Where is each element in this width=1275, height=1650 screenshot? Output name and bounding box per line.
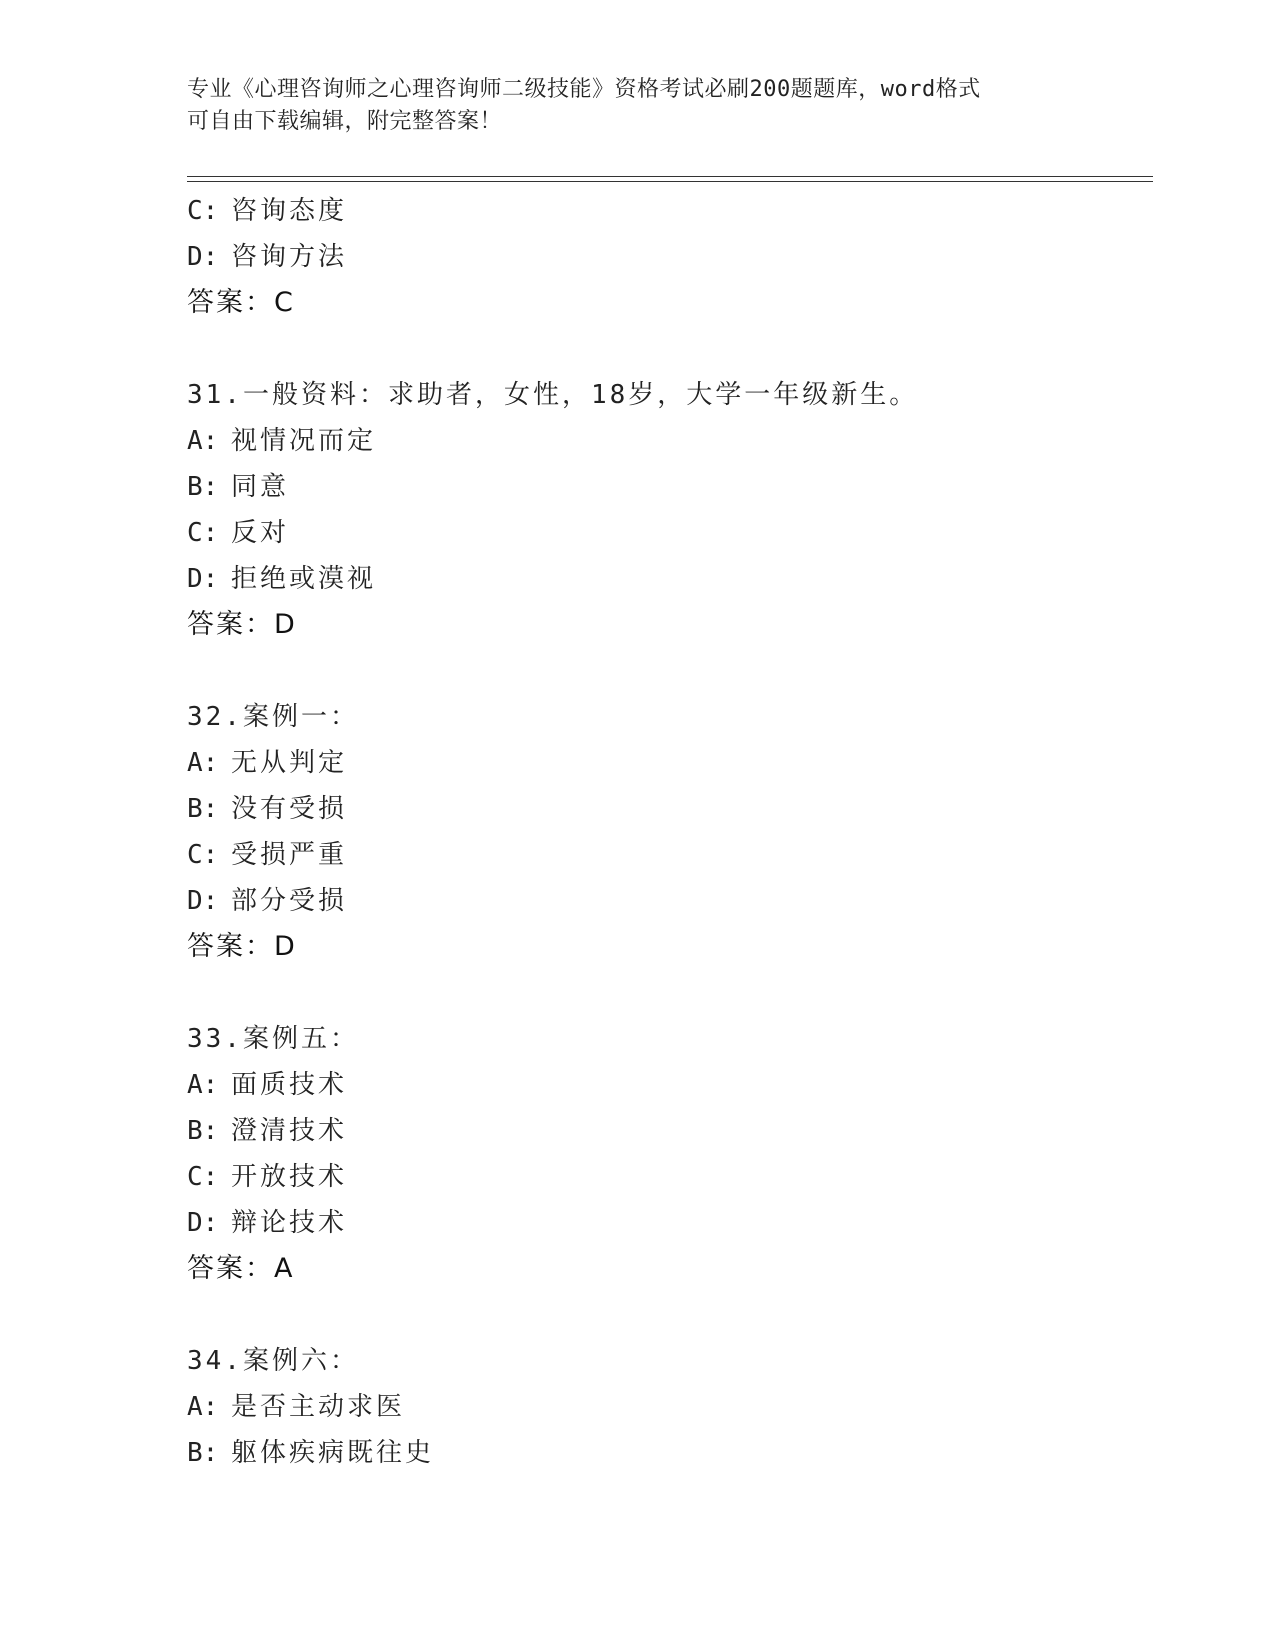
option-text: 反对 — [231, 518, 290, 548]
answer-line: 答案：A — [187, 1253, 295, 1284]
option-text: 面质技术 — [231, 1070, 348, 1100]
option-row — [187, 1430, 1153, 1476]
option-key: D: — [187, 886, 219, 916]
document-header — [187, 74, 1087, 138]
option-row — [187, 1200, 1153, 1246]
option-row — [187, 234, 1153, 280]
option-row — [187, 556, 1153, 602]
header-divider-top — [187, 176, 1153, 177]
option-text: 咨询态度 — [231, 196, 348, 226]
option-text: 视情况而定 — [231, 426, 377, 456]
option-key: A: — [187, 1392, 219, 1422]
answer-line: 答案：C — [187, 287, 295, 318]
option-key: A: — [187, 426, 219, 456]
option-row — [187, 832, 1153, 878]
option-text: 拒绝或漠视 — [231, 564, 377, 594]
option-key: C: — [187, 840, 219, 870]
option-key: C: — [187, 196, 219, 226]
question-title: 32.案例一： — [187, 702, 359, 732]
option-row — [187, 1108, 1153, 1154]
option-text: 没有受损 — [231, 794, 348, 824]
option-key: B: — [187, 794, 219, 824]
option-row — [187, 1062, 1153, 1108]
option-key: D: — [187, 1208, 219, 1238]
option-text: 同意 — [231, 472, 290, 502]
header-line-1: 专业《心理咨询师之心理咨询师二级技能》资格考试必刷200题题库，word格式 — [187, 77, 981, 102]
option-text: 开放技术 — [231, 1162, 348, 1192]
question-title: 31.一般资料：求助者，女性，18岁，大学一年级新生。 — [187, 380, 919, 410]
option-row — [187, 1384, 1153, 1430]
option-row — [187, 188, 1153, 234]
option-text: 受损严重 — [231, 840, 348, 870]
option-row — [187, 786, 1153, 832]
option-text: 无从判定 — [231, 748, 348, 778]
option-text: 咨询方法 — [231, 242, 348, 272]
option-text: 辩论技术 — [231, 1208, 348, 1238]
option-text: 澄清技术 — [231, 1116, 348, 1146]
option-key: A: — [187, 1070, 219, 1100]
option-row — [187, 1154, 1153, 1200]
option-key: B: — [187, 1116, 219, 1146]
option-row — [187, 878, 1153, 924]
option-key: D: — [187, 564, 219, 594]
option-row — [187, 740, 1153, 786]
option-text: 是否主动求医 — [231, 1392, 406, 1422]
spacer — [187, 970, 1153, 1016]
spacer — [187, 648, 1153, 694]
option-key: A: — [187, 748, 219, 778]
option-text: 部分受损 — [231, 886, 348, 916]
header-divider-bottom — [187, 181, 1153, 182]
header-line-2: 可自由下载编辑，附完整答案！ — [187, 109, 503, 134]
option-text: 躯体疾病既往史 — [231, 1438, 435, 1468]
option-key: B: — [187, 1438, 219, 1468]
option-key: C: — [187, 1162, 219, 1192]
question-title: 34.案例六： — [187, 1346, 359, 1376]
spacer — [187, 1292, 1153, 1338]
answer-line: 答案：D — [187, 609, 297, 640]
option-key: D: — [187, 242, 219, 272]
answer-line: 答案：D — [187, 931, 297, 962]
question-title: 33.案例五： — [187, 1024, 359, 1054]
option-row — [187, 510, 1153, 556]
option-key: C: — [187, 518, 219, 548]
option-key: B: — [187, 472, 219, 502]
option-row — [187, 464, 1153, 510]
spacer — [187, 326, 1153, 372]
option-row — [187, 418, 1153, 464]
question-list — [187, 188, 1153, 1476]
